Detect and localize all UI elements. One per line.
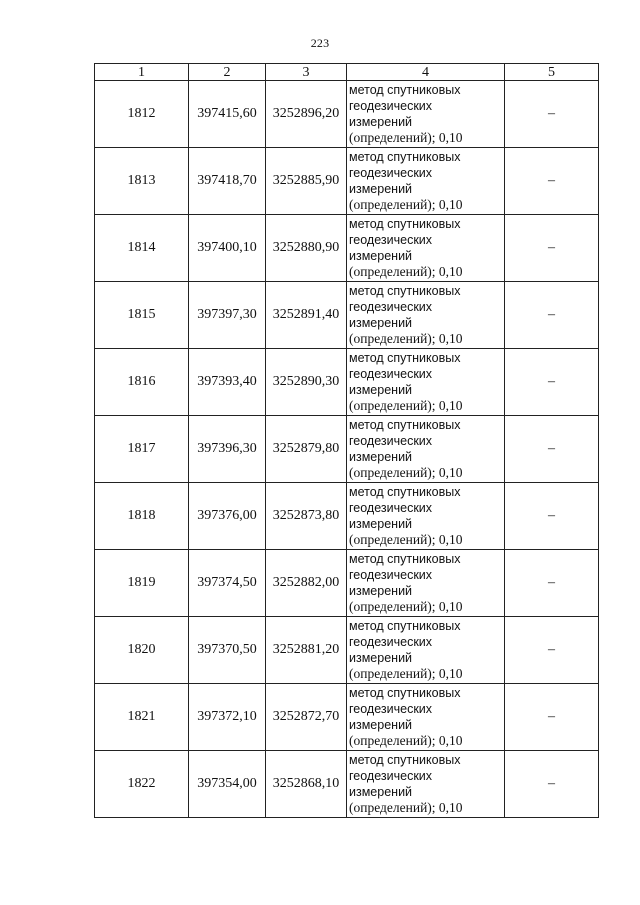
method-text-line: метод спутниковых [349,686,461,700]
method-text-line: геодезических [349,702,433,716]
x-coordinate-cell: 397372,10 [189,684,266,751]
page-number: 223 [310,36,330,50]
table-row [95,684,599,751]
method-text-line: геодезических [349,166,433,180]
header-row [95,64,599,81]
method-text-line: геодезических [349,233,433,247]
method-text-line: метод спутниковых [349,485,461,499]
method-text-line: измерений [349,785,413,799]
x-coordinate-cell: 397396,30 [189,416,266,483]
x-coordinate-cell: 397354,00 [189,751,266,818]
method-text-line: измерений [349,249,413,263]
table-header [95,64,599,81]
table-row [95,617,599,684]
point-number-cell: 1822 [95,751,189,818]
x-coordinate-cell: 397415,60 [189,81,266,148]
y-coordinate-cell: 3252872,70 [266,684,347,751]
note-cell: – [505,751,599,818]
y-coordinate-cell: 3252885,90 [266,148,347,215]
method-text-line: измерений [349,584,413,598]
note-cell: – [505,215,599,282]
method-text-line: (определений); 0,10 [349,733,463,748]
x-coordinate-cell: 397397,30 [189,282,266,349]
x-coordinate-cell: 397400,10 [189,215,266,282]
method-cell [347,617,505,684]
point-number-cell: 1819 [95,550,189,617]
method-text-line: измерений [349,450,413,464]
table-row [95,550,599,617]
y-coordinate-cell: 3252881,20 [266,617,347,684]
method-text-line: геодезических [349,300,433,314]
method-cell [347,282,505,349]
note-cell: – [505,550,599,617]
method-text-line: измерений [349,182,413,196]
note-cell: – [505,483,599,550]
point-number-cell: 1812 [95,81,189,148]
table-row [95,215,599,282]
point-number-cell: 1813 [95,148,189,215]
point-number-cell: 1814 [95,215,189,282]
method-cell [347,751,505,818]
method-text-line: измерений [349,651,413,665]
table-body [95,81,599,818]
point-number-cell: 1816 [95,349,189,416]
method-cell [347,550,505,617]
method-text-line: (определений); 0,10 [349,465,463,480]
method-text-line: (определений); 0,10 [349,532,463,547]
point-number-cell: 1815 [95,282,189,349]
note-cell: – [505,684,599,751]
table-row [95,282,599,349]
method-cell [347,215,505,282]
y-coordinate-cell: 3252879,80 [266,416,347,483]
method-cell [347,684,505,751]
point-number-cell: 1817 [95,416,189,483]
method-cell [347,483,505,550]
y-coordinate-cell: 3252896,20 [266,81,347,148]
column-header-5: 5 [505,64,599,81]
y-coordinate-cell: 3252873,80 [266,483,347,550]
method-cell [347,349,505,416]
note-cell: – [505,148,599,215]
method-cell [347,148,505,215]
y-coordinate-cell: 3252868,10 [266,751,347,818]
table-row [95,81,599,148]
x-coordinate-cell: 397376,00 [189,483,266,550]
method-text-line: метод спутниковых [349,351,461,365]
table-row [95,751,599,818]
point-number-cell: 1820 [95,617,189,684]
method-text-line: геодезических [349,769,433,783]
table-row [95,483,599,550]
method-text-line: геодезических [349,501,433,515]
method-text-line: метод спутниковых [349,552,461,566]
method-text-line: (определений); 0,10 [349,599,463,614]
column-header-2: 2 [189,64,266,81]
method-text-line: (определений); 0,10 [349,800,463,815]
method-text-line: измерений [349,316,413,330]
column-header-4: 4 [347,64,505,81]
table-row [95,148,599,215]
method-text-line: (определений); 0,10 [349,666,463,681]
method-text-line: (определений); 0,10 [349,130,463,145]
y-coordinate-cell: 3252880,90 [266,215,347,282]
method-text-line: измерений [349,383,413,397]
table-row [95,349,599,416]
method-text-line: метод спутниковых [349,418,461,432]
y-coordinate-cell: 3252890,30 [266,349,347,416]
y-coordinate-cell: 3252882,00 [266,550,347,617]
table-row [95,416,599,483]
x-coordinate-cell: 397393,40 [189,349,266,416]
method-text-line: метод спутниковых [349,284,461,298]
point-number-cell: 1818 [95,483,189,550]
method-text-line: (определений); 0,10 [349,331,463,346]
method-text-line: геодезических [349,434,433,448]
method-text-line: (определений); 0,10 [349,197,463,212]
method-text-line: измерений [349,115,413,129]
column-header-3: 3 [266,64,347,81]
method-text-line: метод спутниковых [349,753,461,767]
coordinates-table [94,63,599,818]
method-text-line: геодезических [349,635,433,649]
method-cell [347,81,505,148]
method-text-line: метод спутниковых [349,150,461,164]
method-text-line: (определений); 0,10 [349,398,463,413]
method-text-line: метод спутниковых [349,217,461,231]
note-cell: – [505,416,599,483]
method-text-line: (определений); 0,10 [349,264,463,279]
method-text-line: метод спутниковых [349,83,461,97]
method-text-line: геодезических [349,367,433,381]
method-text-line: геодезических [349,568,433,582]
method-text-line: измерений [349,718,413,732]
x-coordinate-cell: 397374,50 [189,550,266,617]
method-cell [347,416,505,483]
x-coordinate-cell: 397370,50 [189,617,266,684]
method-text-line: измерений [349,517,413,531]
note-cell: – [505,349,599,416]
note-cell: – [505,81,599,148]
point-number-cell: 1821 [95,684,189,751]
note-cell: – [505,282,599,349]
method-text-line: метод спутниковых [349,619,461,633]
y-coordinate-cell: 3252891,40 [266,282,347,349]
note-cell: – [505,617,599,684]
column-header-1: 1 [95,64,189,81]
x-coordinate-cell: 397418,70 [189,148,266,215]
method-text-line: геодезических [349,99,433,113]
